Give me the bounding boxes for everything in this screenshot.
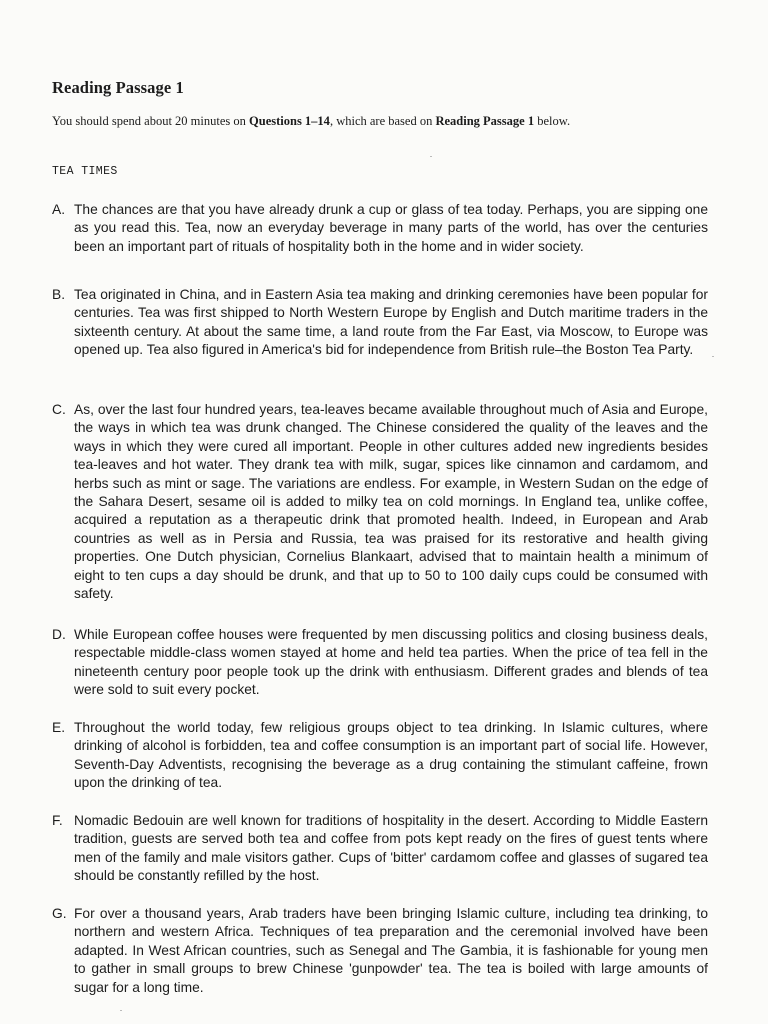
instruction-part-3: below. xyxy=(534,114,571,128)
paragraph-text: As, over the last four hundred years, tea-leaves became available throughout much of Asia and Europe, the ways in which tea was drunk changed. The Chinese considered the quality of the leaves and the ways in which they were cured all important. People in other cultures added new ingredients besides tea-leaves and hot water. They drank tea with milk, sugar, spices like cinnamon and cardamom, and herbs such as mint or sage. The variations are endless. For example, in Western Sudan on the edge of the Sahara Desert, sesame oil is added to milky tea on cold mornings. In England tea, unlike coffee, acquired a reputation as a therapeutic drink that promoted health. Indeed, in European and Arab countries as well as in Persia and Russia, tea was praised for its restorative and health giving properties. One Dutch physician, Cornelius Blankaart, advised that to maintain health a minimum of eight to ten cups a day should be drunk, and that up to 50 to 100 daily cups could be consumed with safety. xyxy=(74,402,708,602)
paragraph-d xyxy=(52,626,708,700)
paragraph-e xyxy=(52,719,708,793)
paragraph-text: For over a thousand years, Arab traders have been bringing Islamic culture, including tea drinking, to northern and western Africa. Techniques of tea preparation and the ceremonial involved have been adapted. In West African countries, such as Senegal and The Gambia, it is fashionable for young men to gather in small groups to brew Chinese 'gunpowder' tea. The tea is boiled with large amounts of sugar for a long time. xyxy=(74,906,708,995)
instruction-text xyxy=(52,114,718,129)
instruction-passage-ref: Reading Passage 1 xyxy=(435,114,535,128)
scan-speck xyxy=(712,356,714,357)
paragraph-g xyxy=(52,905,708,997)
paragraph-letter: D. xyxy=(52,627,66,642)
scan-speck xyxy=(430,156,432,157)
paragraph-letter: B. xyxy=(52,287,66,302)
scan-speck xyxy=(120,1010,122,1011)
paragraph-letter: F. xyxy=(52,813,63,828)
paragraph-letter: G. xyxy=(52,906,67,921)
paragraph-text: Throughout the world today, few religious groups object to tea drinking. In Islamic cultures, where drinking of alcohol is forbidden, tea and coffee consumption is an important part of social life. However, Seventh-Day Adventists, recognising the beverage as a drug containing the stimulant caffeine, frown upon the drinking of tea. xyxy=(74,720,708,791)
paragraph-a xyxy=(52,201,708,256)
paragraph-letter: E. xyxy=(52,720,66,735)
page-title: Reading Passage 1 xyxy=(52,78,184,97)
instruction-part-1: You should spend about 20 minutes on xyxy=(52,114,250,128)
paragraph-f xyxy=(52,812,708,886)
paragraph-c xyxy=(52,401,708,603)
paragraph-letter: C. xyxy=(52,402,66,417)
instruction-part-2: , which are based on xyxy=(329,114,436,128)
paragraph-text: The chances are that you have already drunk a cup or glass of tea today. Perhaps, you are sipping one as you read this. Tea, now an everyday beverage in many parts of the world, has over the centuries been an important part of rituals of hospitality both in the home and in wider society. xyxy=(74,202,708,254)
paragraph-text: While European coffee houses were frequented by men discussing politics and closing business deals, respectable middle-class women stayed at home and held tea parties. When the price of tea fell in the nineteenth century poor people took up the drink with enthusiasm. Different grades and blends of tea were sold to suit every pocket. xyxy=(74,627,708,698)
instruction-questions: Questions 1–14 xyxy=(249,114,330,128)
paragraph-text: Tea originated in China, and in Eastern Asia tea making and drinking ceremonies have been popular for centuries. Tea was first shipped to North Western Europe by English and Dutch maritime traders in the sixteenth century. At about the same time, a land route from the Far East, via Moscow, to Europe was opened up. Tea also figured in America's bid for independence from British rule–the Boston Tea Party. xyxy=(74,287,708,358)
paragraph-text: Nomadic Bedouin are well known for traditions of hospitality in the desert. According to Middle Eastern tradition, guests are served both tea and coffee from pots kept ready on the fires of guest tents where men of the family and male visitors gather. Cups of 'bitter' cardamom coffee and glasses of sugared tea should be constantly refilled by the host. xyxy=(74,813,708,884)
paragraph-b xyxy=(52,286,708,360)
paragraph-letter: A. xyxy=(52,202,66,217)
passage-title: TEA TIMES xyxy=(52,165,118,178)
